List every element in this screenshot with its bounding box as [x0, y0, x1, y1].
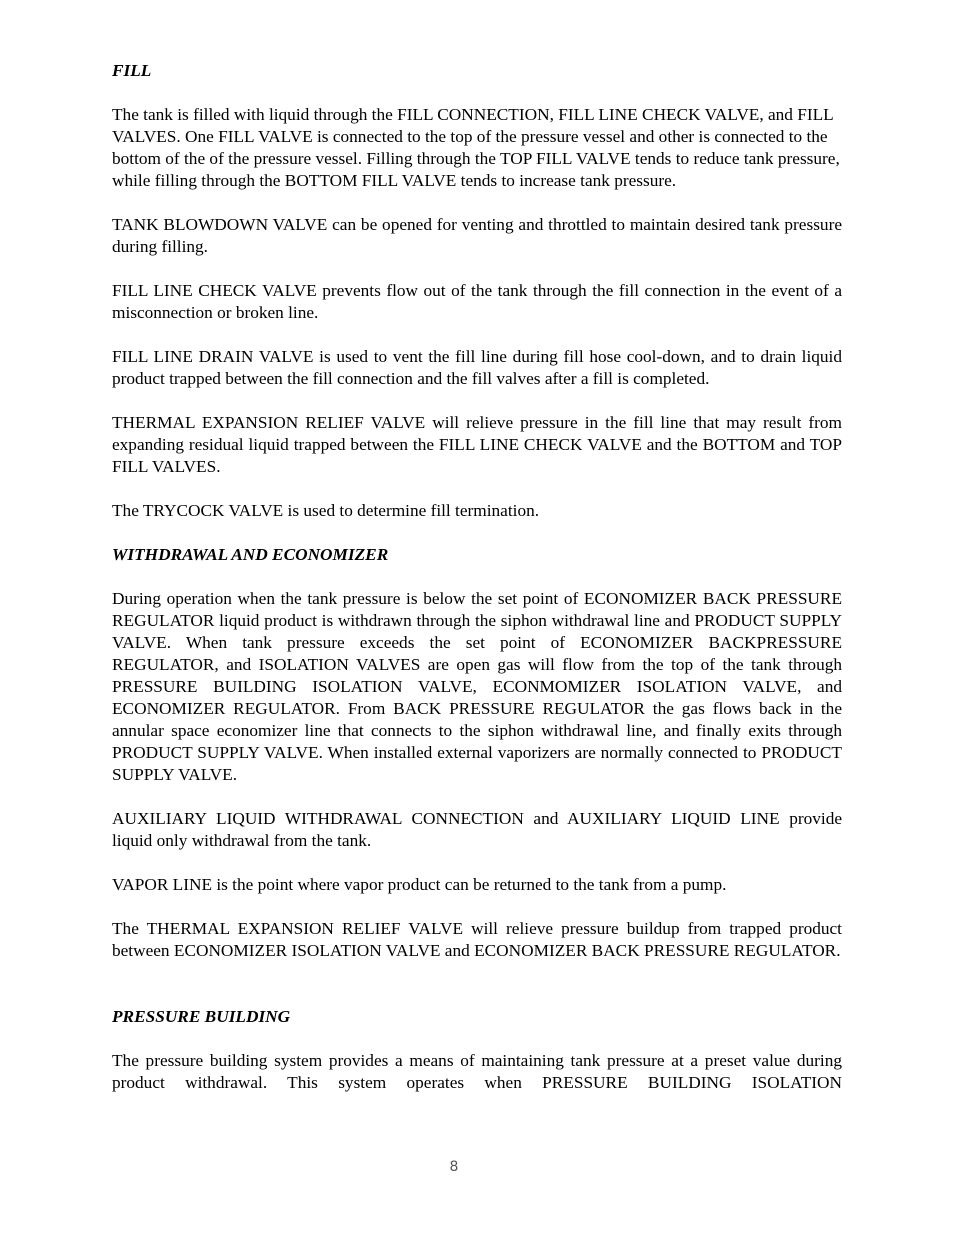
paragraph-thermal-relief-fill: THERMAL EXPANSION RELIEF VALVE will relieve pressure in the fill line that may result from expanding residual liquid trapped between the FILL LINE CHECK VALVE and the BOTTOM and TOP FILL VALVES.	[112, 413, 842, 476]
section-heading-fill: FILL	[112, 61, 152, 80]
paragraph-fill-line-check: FILL LINE CHECK VALVE prevents flow out of the tank through the fill connection in the event of a misconnection or broken line.	[112, 281, 842, 322]
paragraph-auxiliary-liquid: AUXILIARY LIQUID WITHDRAWAL CONNECTION and AUXILIARY LIQUID LINE provide liquid only withdrawal from the tank.	[112, 809, 842, 850]
paragraph-fill-line-drain: FILL LINE DRAIN VALVE is used to vent the fill line during fill hose cool-down, and to drain liquid product trapped between the fill connection and the fill valves after a fill is completed.	[112, 347, 842, 388]
paragraph-tank-blowdown: TANK BLOWDOWN VALVE can be opened for venting and throttled to maintain desired tank pressure during filling.	[112, 215, 842, 256]
page-number: 8	[449, 1159, 459, 1175]
paragraph-withdrawal-operation: During operation when the tank pressure is below the set point of ECONOMIZER BACK PRESSURE REGULATOR liquid product is withdrawn through the siphon withdrawal line and PRODUCT SUPPLY VALVE. When tank pressure exceeds the set point of ECONOMIZER BACKPRESSURE REGULATOR, and ISOLATION VALVES are open gas will flow from the top of the tank through PRESSURE BUILDING ISOLATION VALVE, ECONMOMIZER ISOLATION VALVE, and ECONOMIZER REGULATOR. From BACK PRESSURE REGULATOR the gas flows back in the annular space economizer line that connects to the siphon withdrawal line, and finally exits through PRODUCT SUPPLY VALVE. When installed external vaporizers are normally connected to PRODUCT SUPPLY VALVE.	[112, 589, 842, 784]
paragraph-thermal-relief-economizer: The THERMAL EXPANSION RELIEF VALVE will relieve pressure buildup from trapped product between ECONOMIZER ISOLATION VALVE and ECONOMIZER BACK PRESSURE REGULATOR.	[112, 919, 842, 960]
paragraph-trycock: The TRYCOCK VALVE is used to determine fill termination.	[112, 501, 540, 520]
paragraph-vapor-line: VAPOR LINE is the point where vapor product can be returned to the tank from a pump.	[112, 875, 727, 894]
section-heading-pressure-building: PRESSURE BUILDING	[112, 1007, 291, 1026]
document-page	[112, 60, 842, 1094]
paragraph-fill-intro: The tank is filled with liquid through the FILL CONNECTION, FILL LINE CHECK VALVE, and FILL VALVES. One FILL VALVE is connected to the top of the pressure vessel and other is connected to the bottom of the of the pressure vessel. Filling through the TOP FILL VALVE tends to reduce tank pressure, while filling through the BOTTOM FILL VALVE tends to increase tank pressure.	[112, 105, 840, 190]
paragraph-pressure-building: The pressure building system provides a means of maintaining tank pressure at a preset value during product withdrawal. This system operates when PRESSURE BUILDING ISOLATION	[112, 1051, 842, 1092]
section-heading-withdrawal: WITHDRAWAL AND ECONOMIZER	[112, 545, 389, 564]
